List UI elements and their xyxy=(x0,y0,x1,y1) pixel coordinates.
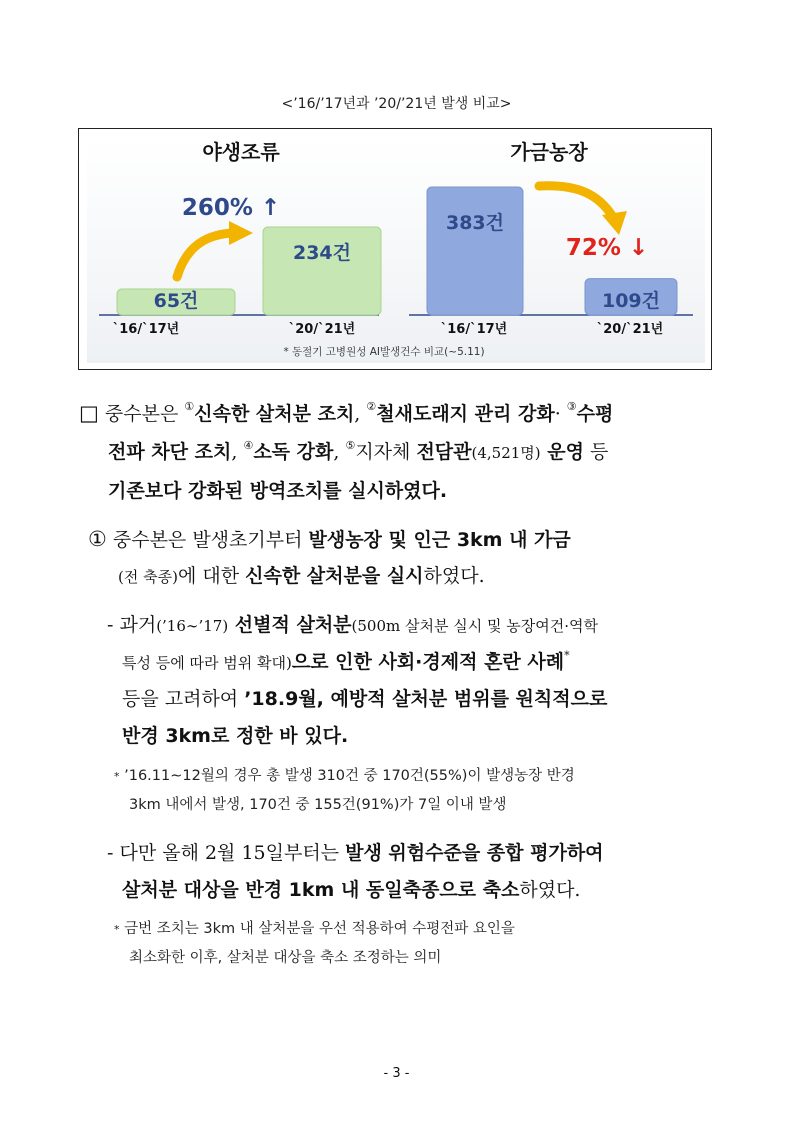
note1-star: * xyxy=(114,770,120,783)
para3-bold-1: 선별적 살처분 xyxy=(228,614,352,636)
comparison-figure xyxy=(78,128,712,370)
para4-bold-2: 살처분 대상을 반경 1km 내 동일축종으로 축소 xyxy=(122,879,520,901)
para2-paren: (전 축종) xyxy=(118,568,178,586)
decrease-percentage: 72% ↓ xyxy=(565,235,649,261)
xtick-wild-birds-16-17: `16/`17년 xyxy=(112,322,180,337)
figure-footnote: * 동절기 고병원성 AI발생건수 비교(~5.11) xyxy=(283,346,485,358)
para3-text: 과거 xyxy=(119,614,157,636)
bar-label-poultry-20-21: 109건 xyxy=(601,290,661,312)
note2-star: * xyxy=(114,923,120,936)
dash-bullet: - xyxy=(107,614,114,636)
bar-label-poultry-16-17: 383건 xyxy=(445,212,505,234)
increase-percentage: 260% ↑ xyxy=(181,195,281,221)
left-chart-title: 야생조류 xyxy=(202,140,280,164)
note2-line2 xyxy=(129,942,441,974)
para1-bold-2: 철새도래지 관리 강화 xyxy=(376,403,555,425)
para1-count: (4,521명) xyxy=(471,444,541,462)
xtick-wild-birds-20-21: `20/`21년 xyxy=(288,322,356,337)
dash-bullet-2: - xyxy=(107,842,114,864)
para4-line1 xyxy=(107,834,604,872)
para1-line1 xyxy=(79,394,613,433)
page-number: - 3 - xyxy=(383,1066,410,1081)
para2-bold-1: 발생농장 및 인근 3km 내 가금 xyxy=(308,529,571,551)
para2-line1 xyxy=(88,520,571,559)
para1-comma2: , xyxy=(231,441,244,463)
para1-text3: 등 xyxy=(583,441,609,463)
para1-bold-7: 기존보다 강화된 방역조치를 실시하였다. xyxy=(108,480,448,502)
note2-text2: 최소화한 이후, 살처분 대상을 축소 조정하는 의미 xyxy=(129,950,442,966)
para1-dot: · xyxy=(554,403,567,425)
figure-caption: <’16/’17년과 ’20/’21년 발생 비교> xyxy=(281,96,512,112)
para3-bold-2: 으로 인한 사회·경제적 혼란 사례 xyxy=(291,651,565,673)
circled-1: ① xyxy=(184,400,195,413)
para3-line2 xyxy=(122,643,570,682)
para2-bold-2: 신속한 살처분을 실시 xyxy=(245,565,424,587)
item-number-1: ① xyxy=(88,527,107,551)
para4-bold-1: 발생 위험수준을 종합 평가하여 xyxy=(345,842,604,864)
para3-period: (’16∼’17) xyxy=(156,617,229,635)
para4-line2 xyxy=(122,871,580,909)
bar-label-wild-birds-20-21: 234건 xyxy=(292,242,352,264)
checkbox-bullet: □ xyxy=(79,401,99,425)
para1-comma3: , xyxy=(333,441,346,463)
para3-paren2: 특성 등에 따라 범위 확대) xyxy=(122,654,292,672)
para1-bold-4: 소독 강화 xyxy=(253,441,334,463)
para1-line2 xyxy=(108,433,608,472)
para1-line3 xyxy=(108,472,447,510)
para3-bold-3: ’18.9월, 예방적 살처분 범위를 원칙적으로 xyxy=(244,688,608,710)
para1-bold-3b: 전파 차단 조치 xyxy=(108,441,232,463)
circled-2: ② xyxy=(366,400,377,413)
right-chart-title: 가금농장 xyxy=(510,140,588,164)
note2-text1: 금번 조치는 3km 내 살처분을 우선 적용하여 수평전파 요인을 xyxy=(124,921,515,937)
footnote-marker: * xyxy=(564,649,570,662)
note1-text1: ’16.11∼12월의 경우 총 발생 310건 중 170건(55%)이 발생농장 반경 xyxy=(124,768,575,784)
note1-line2 xyxy=(129,789,506,821)
comparison-chart xyxy=(79,129,713,371)
para4-text: 다만 올해 2월 15일부터는 xyxy=(119,842,346,864)
para3-bold-4: 반경 3km로 정한 바 있다. xyxy=(122,725,349,747)
para2-line2 xyxy=(118,557,485,596)
circled-4: ④ xyxy=(243,439,254,452)
para1-comma: , xyxy=(354,403,367,425)
para3-line4 xyxy=(122,717,348,755)
para1-bold-1: 신속한 살처분 조치 xyxy=(194,403,355,425)
para1-bold-3: 수평 xyxy=(576,403,614,425)
para3-line1 xyxy=(107,606,598,645)
para1-bold-6: 운영 xyxy=(540,441,584,463)
para2-text3: 하였다. xyxy=(423,565,485,587)
note1-text2: 3km 내에서 발생, 170건 중 155건(91%)가 7일 이내 발생 xyxy=(129,797,507,813)
circled-5: ⑤ xyxy=(345,439,356,452)
xtick-poultry-16-17: `16/`17년 xyxy=(440,322,508,337)
para1-text2: 지자체 xyxy=(355,441,417,463)
para2-text: 중수본은 발생초기부터 xyxy=(112,529,309,551)
bar-wild-birds-20-21 xyxy=(263,227,381,315)
para2-text2: 에 대한 xyxy=(177,565,246,587)
para1-bold-5: 전담관 xyxy=(416,441,472,463)
circled-3: ③ xyxy=(566,400,577,413)
bar-label-wild-birds-16-17: 65건 xyxy=(153,290,199,312)
para3-paren: (500m 살처분 실시 및 농장여건·역학 xyxy=(351,617,598,635)
para3-text2: 등을 고려하여 xyxy=(122,688,245,710)
para3-line3 xyxy=(122,680,607,718)
para4-text2: 하였다. xyxy=(519,879,581,901)
para1-text: 중수본은 xyxy=(104,403,185,425)
bar-poultry-16-17 xyxy=(427,187,523,315)
xtick-poultry-20-21: `20/`21년 xyxy=(596,322,664,337)
